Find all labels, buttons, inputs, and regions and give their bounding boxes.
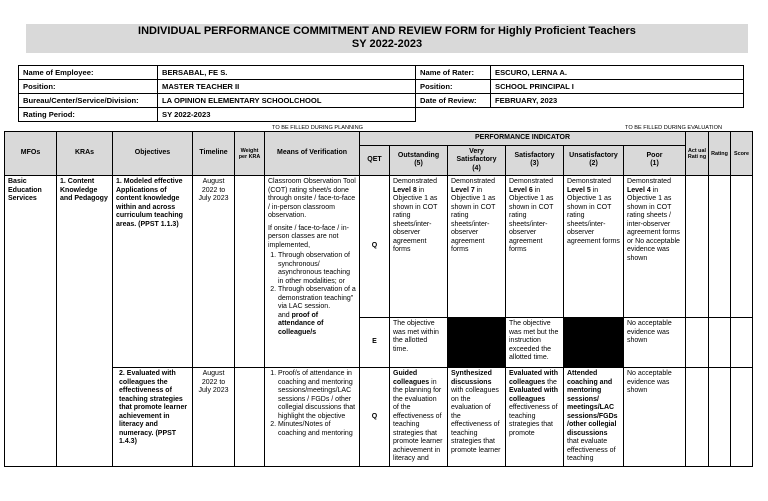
q1-u-post: in Objective 1 as shown in COT rating sheets/inter-observer agreement forms xyxy=(567,186,620,245)
means-1-alternative: If onsite / face-to-face / in-person classes are not implemented, xyxy=(268,224,349,249)
header-weight: Weight per KRA xyxy=(235,132,265,176)
satisfactory-score: (3) xyxy=(530,160,539,168)
bureau-label: Bureau/Center/Service/Division: xyxy=(19,94,158,108)
objective-1: 1. Modeled effective Applications of content knowledge within and across curriculum teaching areas. (PPST 1.1.3) xyxy=(113,176,193,368)
q1-outstanding xyxy=(390,176,448,318)
weight-1 xyxy=(235,176,265,368)
q1-vs-pre: Demonstrated xyxy=(451,178,495,185)
q1-satisfactory xyxy=(506,176,564,318)
q1-unsatisfactory xyxy=(564,176,624,318)
means-1 xyxy=(265,176,360,368)
bureau-value: LA OPINION ELEMENTARY SCHOOLCHOOL xyxy=(158,94,416,108)
header-kras: KRAs xyxy=(57,132,113,176)
q2-u-post: that evaluate effectiveness of teaching xyxy=(567,438,616,462)
unsatisfactory-score: (2) xyxy=(589,160,598,168)
q2-very-satisfactory xyxy=(448,368,506,467)
q2-s-bold2: Evaluated with colleagues xyxy=(509,387,559,403)
empty-cell xyxy=(491,108,744,122)
header-timeline: Timeline xyxy=(193,132,235,176)
q1-outstanding-pre: Demonstrated xyxy=(393,178,437,185)
rating-1e xyxy=(709,318,731,368)
actual-rating-2 xyxy=(686,368,709,467)
outstanding-label: Outstanding xyxy=(397,151,440,159)
q2-vs-bold: Synthesized discussions xyxy=(451,370,492,386)
q1-vs-level: Level 7 xyxy=(451,186,475,194)
review-date-label: Date of Review: xyxy=(416,94,491,108)
review-date-value: FEBRUARY, 2023 xyxy=(491,94,744,108)
empty-cell xyxy=(416,108,491,122)
score-2 xyxy=(731,368,753,467)
header-objectives: Objectives xyxy=(113,132,193,176)
q1-u-level: Level 5 xyxy=(567,186,591,194)
q2-satisfactory xyxy=(506,368,564,467)
means-1-proof: proof of attendance of colleague/s xyxy=(278,311,324,336)
q2-unsatisfactory xyxy=(564,368,624,467)
q1-vs-post: in Objective 1 as shown in COT rating sheets/inter-observer agreement forms xyxy=(451,186,496,253)
q2-outstanding xyxy=(390,368,448,467)
q1-s-level: Level 6 xyxy=(509,186,533,194)
header-poor xyxy=(624,145,686,176)
e1-unsatisfactory-blocked xyxy=(564,318,624,368)
q1-very-satisfactory xyxy=(448,176,506,318)
score-1e xyxy=(731,318,753,368)
rating-period-value: SY 2022-2023 xyxy=(158,108,416,122)
rater-name-label: Name of Rater: xyxy=(416,66,491,80)
rater-name-value: ESCURO, LERNA A. xyxy=(491,66,744,80)
q1-s-post: in Objective 1 as shown in COT rating sheets/inter-observer agreement forms xyxy=(509,186,554,253)
rating-2 xyxy=(709,368,731,467)
poor-label: Poor xyxy=(646,151,663,159)
q1-p-pre: Demonstrated xyxy=(627,178,671,185)
qet-e-1: E xyxy=(360,318,390,368)
header-unsatisfactory xyxy=(564,145,624,176)
q2-poor: No acceptable evidence was shown xyxy=(624,368,686,467)
timeline-2: August 2022 to July 2023 xyxy=(193,368,235,467)
means-2-item-1: 1. Proof/s of attendance in coaching and mentoring sessions/meetings/LAC sessions / FGDs / other collegial discussions that highlight the objective xyxy=(278,370,356,421)
q2-u-bold: Attended coaching and mentoring sessions/ meetings/LAC sessions/FGDs /other collegial discussions xyxy=(567,370,618,437)
rater-position-value: SCHOOL PRINCIPAL I xyxy=(491,80,744,94)
q1-p-post: in Objective 1 as shown in COT rating sheets / inter-observer agreement forms or No acceptable evidence was shown xyxy=(627,186,680,262)
e1-satisfactory: The objective was met but the instruction exceeded the allotted time. xyxy=(506,318,564,368)
q2-s-post: effectiveness of teaching strategies that promote xyxy=(509,404,558,437)
header-performance-indicator: PERFORMANCE INDICATOR xyxy=(360,132,686,146)
rating-1 xyxy=(709,176,731,318)
score-1 xyxy=(731,176,753,318)
header-score: Score xyxy=(731,132,753,176)
unsatisfactory-label: Unsatisfactory xyxy=(569,151,618,159)
q1-outstanding-post: in Objective 1 as shown in COT rating sheets/inter-observer agreement forms xyxy=(393,186,438,253)
very-satisfactory-label: Very Satisfactory xyxy=(456,147,497,163)
header-actual-rating: Act ual Rati ng xyxy=(686,132,709,176)
header-qet: QET xyxy=(360,145,390,176)
means-1-and: and xyxy=(278,311,292,319)
actual-rating-1e xyxy=(686,318,709,368)
q2-outstanding-bold: Guided colleagues xyxy=(393,370,430,386)
q2-s-mid: the xyxy=(545,378,557,386)
q2-vs-post: with colleagues on the evaluation of the effectiveness of teaching strategies that promote learner xyxy=(451,387,501,454)
form-title-banner xyxy=(26,24,748,53)
employee-position-label: Position: xyxy=(19,80,158,94)
outstanding-score: (5) xyxy=(414,160,423,168)
header-mfos: MFOs xyxy=(5,132,57,176)
timeline-1: August 2022 to July 2023 xyxy=(193,176,235,368)
employee-position-value: MASTER TEACHER II xyxy=(158,80,416,94)
q1-poor xyxy=(624,176,686,318)
header-satisfactory xyxy=(506,145,564,176)
header-rating: Rating xyxy=(709,132,731,176)
qet-q-2: Q xyxy=(360,368,390,467)
header-means: Means of Verification xyxy=(265,132,360,176)
q1-s-pre: Demonstrated xyxy=(509,178,553,185)
qet-q-1: Q xyxy=(360,176,390,318)
kra-cell: 1. Content Knowledge and Pedagogy xyxy=(57,176,113,467)
q1-p-level: Level 4 xyxy=(627,186,651,194)
means-2 xyxy=(265,368,360,467)
q1-outstanding-level: Level 8 xyxy=(393,186,417,194)
rating-period-label: Rating Period: xyxy=(19,108,158,122)
mfo-cell: Basic Education Services xyxy=(5,176,57,467)
header-very-satisfactory xyxy=(448,145,506,176)
means-1-item-2: 2. Through observation of a demonstration teaching" via LAC session. xyxy=(278,286,356,312)
objective-2: 2. Evaluated with colleagues the effectiveness of teaching strategies that promote learner achievement in literacy and numeracy. (PPST 1.4.3) xyxy=(113,368,193,467)
poor-score: (1) xyxy=(650,160,659,168)
q2-s-bold1: Evaluated with colleagues xyxy=(509,370,559,386)
actual-rating-1 xyxy=(686,176,709,318)
very-satisfactory-score: (4) xyxy=(472,164,481,172)
form-title: INDIVIDUAL PERFORMANCE COMMITMENT AND REVIEW FORM for Highly Proficient Teachers xyxy=(138,25,636,37)
employee-info-table xyxy=(18,65,744,122)
means-1-cot: Classroom Observation Tool (COT) rating sheet/s done through onsite / face-to-face / in-person classroom observation. xyxy=(268,178,356,219)
satisfactory-label: Satisfactory xyxy=(514,151,555,159)
form-school-year: SY 2022-2023 xyxy=(351,38,423,50)
q2-outstanding-post: in the planning for the evaluation of the effectiveness of teaching strategies that promote learner achievement in literacy and xyxy=(393,378,443,462)
weight-2 xyxy=(235,368,265,467)
e1-very-satisfactory-blocked xyxy=(448,318,506,368)
means-1-item-1: 1. Through observation of synchronous/ asynchronous teaching in other modalities; or xyxy=(278,252,356,286)
e1-poor: No acceptable evidence was shown xyxy=(624,318,686,368)
means-2-item-2: 2. Minutes/Notes of coaching and mentoring xyxy=(278,421,356,438)
planning-caption: TO BE FILLED DURING PLANNING xyxy=(272,125,363,131)
q1-u-pre: Demonstrated xyxy=(567,178,611,185)
employee-name-value: BERSABAL, FE S. xyxy=(158,66,416,80)
evaluation-caption: TO BE FILLED DURING EVALUATION xyxy=(625,125,722,131)
rater-position-label: Position: xyxy=(416,80,491,94)
header-outstanding xyxy=(390,145,448,176)
e1-outstanding: The objective was met within the allotted time. xyxy=(390,318,448,368)
employee-name-label: Name of Employee: xyxy=(19,66,158,80)
ipcrf-table xyxy=(4,131,753,467)
